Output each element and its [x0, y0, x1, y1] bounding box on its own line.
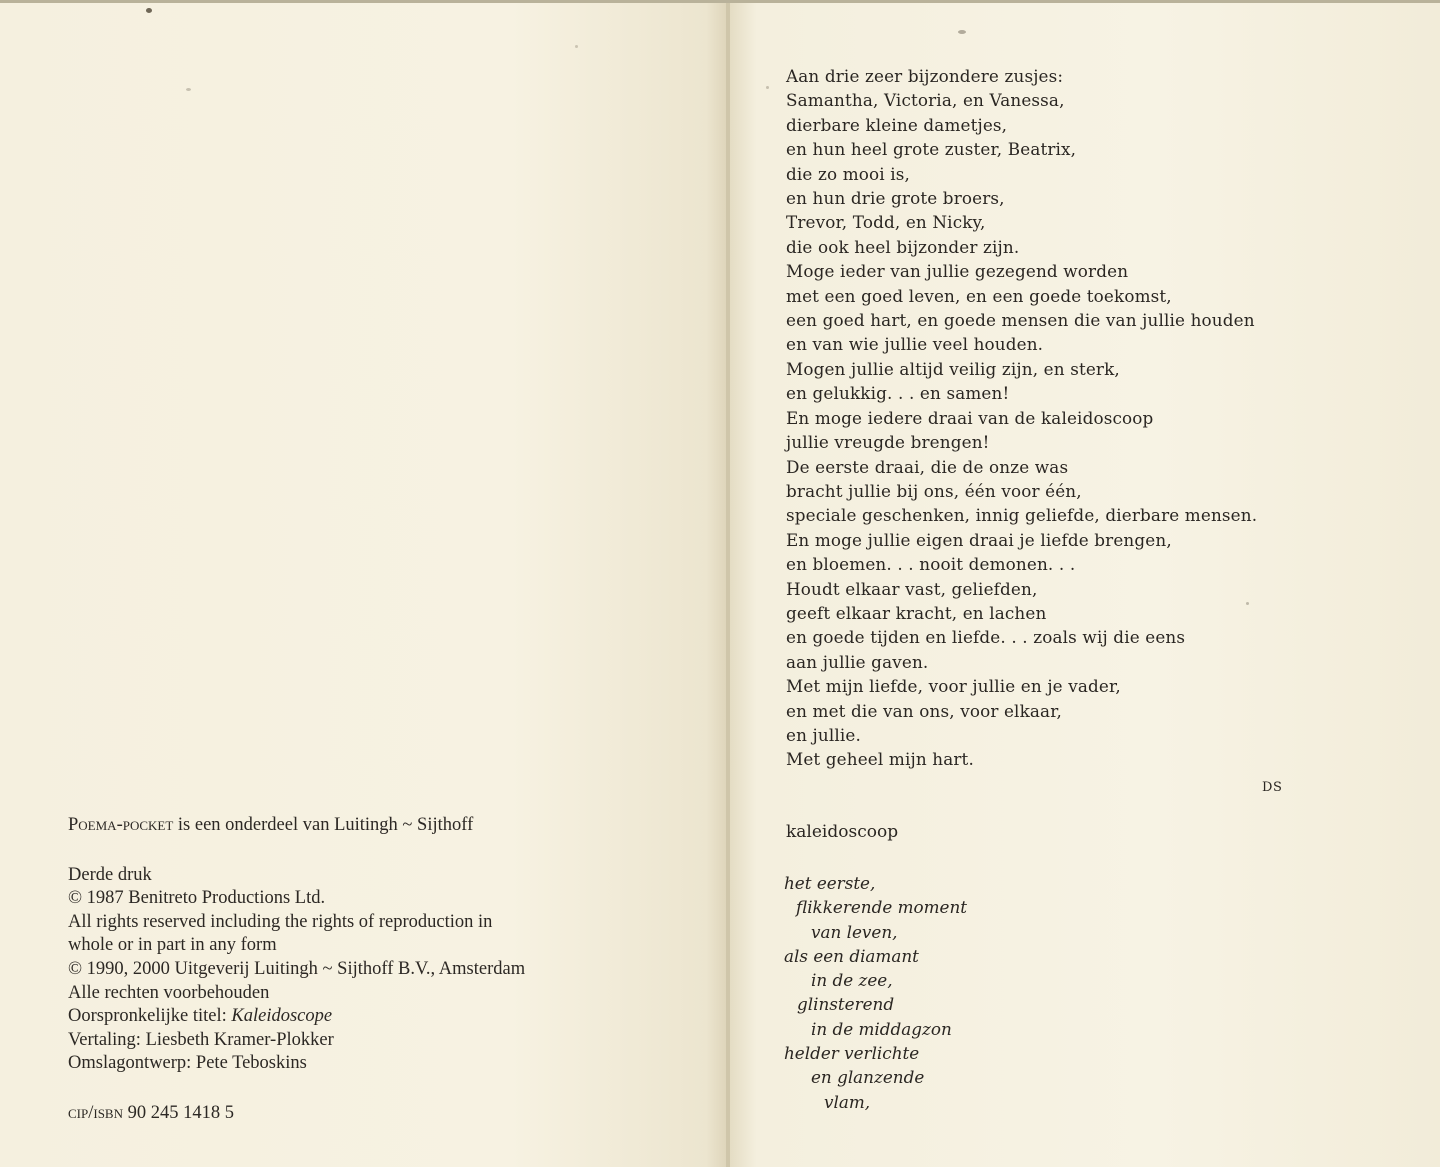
- dedication-line: Met mijn liefde, voor jullie en je vader,: [786, 676, 1121, 697]
- dedication-line: die zo mooi is,: [786, 163, 911, 184]
- dedication-line: en gelukkig. . . en samen!: [786, 383, 1010, 404]
- dedication-line: dierbare kleine dametjes,: [786, 114, 1008, 135]
- rights-line: Alle rechten voorbehouden: [68, 982, 270, 1003]
- dedication-line: Moge ieder van jullie gezegend worden: [786, 261, 1129, 282]
- poem-line: en glanzende: [811, 1067, 925, 1088]
- translation-line: Vertaling: Liesbeth Kramer-Plokker: [68, 1029, 334, 1050]
- dedication-line: die ook heel bijzonder zijn.: [786, 236, 1020, 257]
- dedication-line: met een goed leven, en een goede toekomst,: [786, 285, 1172, 306]
- paper-speck: [958, 30, 966, 34]
- imprint-text: is een onderdeel van Luitingh ~ Sijthoff: [173, 815, 474, 835]
- poem-line: als een diamant: [784, 945, 919, 966]
- poem-line: in de zee,: [811, 970, 893, 991]
- imprint-line: [68, 814, 688, 838]
- dedication-line: Aan drie zeer bijzondere zusjes:: [786, 66, 1064, 86]
- dedication-line: en hun heel grote zuster, Beatrix,: [786, 139, 1077, 160]
- dedication-line: Houdt elkaar vast, geliefden,: [786, 578, 1038, 599]
- dedication-line: geeft elkaar kracht, en lachen: [786, 602, 1047, 623]
- rights-line: whole or in part in any form: [68, 935, 277, 956]
- poem-line: van leven,: [811, 921, 898, 942]
- cover-design-line: Omslagontwerp: Pete Teboskins: [68, 1053, 307, 1074]
- poem-line: helder verlichte: [784, 1043, 920, 1064]
- dedication-line: jullie vreugde brengen!: [786, 432, 990, 453]
- poem-line: vlam,: [824, 1091, 871, 1112]
- poem-line: in de middagzon: [811, 1018, 952, 1039]
- dedication-line: En moge iedere draai van de kaleidoscoop: [786, 407, 1154, 428]
- original-title: Kaleidoscope: [231, 1006, 333, 1027]
- dedication-line: en met die van ons, voor elkaar,: [786, 700, 1063, 721]
- isbn-number: 90 245 1418 5: [123, 1102, 234, 1123]
- isbn-line: [68, 1102, 688, 1126]
- author-initials: DS: [1262, 780, 1283, 795]
- dedication-line: En moge jullie eigen draai je liefde brengen,: [786, 529, 1172, 550]
- dedication-line: en bloemen. . . nooit demonen. . .: [786, 554, 1076, 575]
- series-name: Poema-pocket: [68, 815, 174, 835]
- paper-speck: [575, 45, 578, 48]
- poem-line: flikkerende moment: [796, 897, 968, 918]
- colophon: [68, 814, 688, 1126]
- dedication: [786, 64, 1306, 772]
- section-title: kaleidoscoop: [786, 822, 899, 842]
- isbn-label: cip/isbn: [68, 1102, 123, 1123]
- poem: [784, 871, 1284, 1114]
- original-title-label: Oorspronkelijke titel:: [68, 1006, 232, 1027]
- dedication-line: en goede tijden en liefde. . . zoals wij die eens: [786, 627, 1186, 648]
- page-top-edge: [0, 0, 1440, 3]
- paper-speck: [186, 88, 191, 91]
- dedication-line: aan jullie gaven.: [786, 651, 929, 672]
- gutter: [726, 0, 730, 1167]
- copyright-line: © 1987 Benitreto Productions Ltd.: [68, 888, 326, 909]
- poem-line: het eerste,: [784, 873, 876, 893]
- paper-speck: [146, 8, 152, 13]
- dedication-line: bracht jullie bij ons, één voor één,: [786, 480, 1082, 501]
- paper-speck: [766, 86, 769, 89]
- dedication-line: Mogen jullie altijd veilig zijn, en sterk,: [786, 358, 1120, 379]
- dedication-line: Met geheel mijn hart.: [786, 749, 974, 770]
- edition-line: Derde druk: [68, 864, 152, 885]
- dedication-line: Trevor, Todd, en Nicky,: [786, 212, 986, 233]
- dedication-line: en jullie.: [786, 724, 861, 745]
- dedication-line: en van wie jullie veel houden.: [786, 334, 1044, 355]
- dedication-line: Samantha, Victoria, en Vanessa,: [786, 90, 1065, 111]
- poem-line: glinsterend: [797, 994, 895, 1015]
- copyright-line: © 1990, 2000 Uitgeverij Luitingh ~ Sijthoff B.V., Amsterdam: [68, 958, 526, 979]
- dedication-line: speciale geschenken, innig geliefde, dierbare mensen.: [786, 505, 1258, 526]
- original-title-line: [68, 1005, 688, 1029]
- dedication-line: en hun drie grote broers,: [786, 188, 1005, 209]
- rights-line: All rights reserved including the rights of reproduction in: [68, 911, 493, 932]
- dedication-line: een goed hart, en goede mensen die van jullie houden: [786, 310, 1255, 331]
- dedication-line: De eerste draai, die de onze was: [786, 456, 1069, 477]
